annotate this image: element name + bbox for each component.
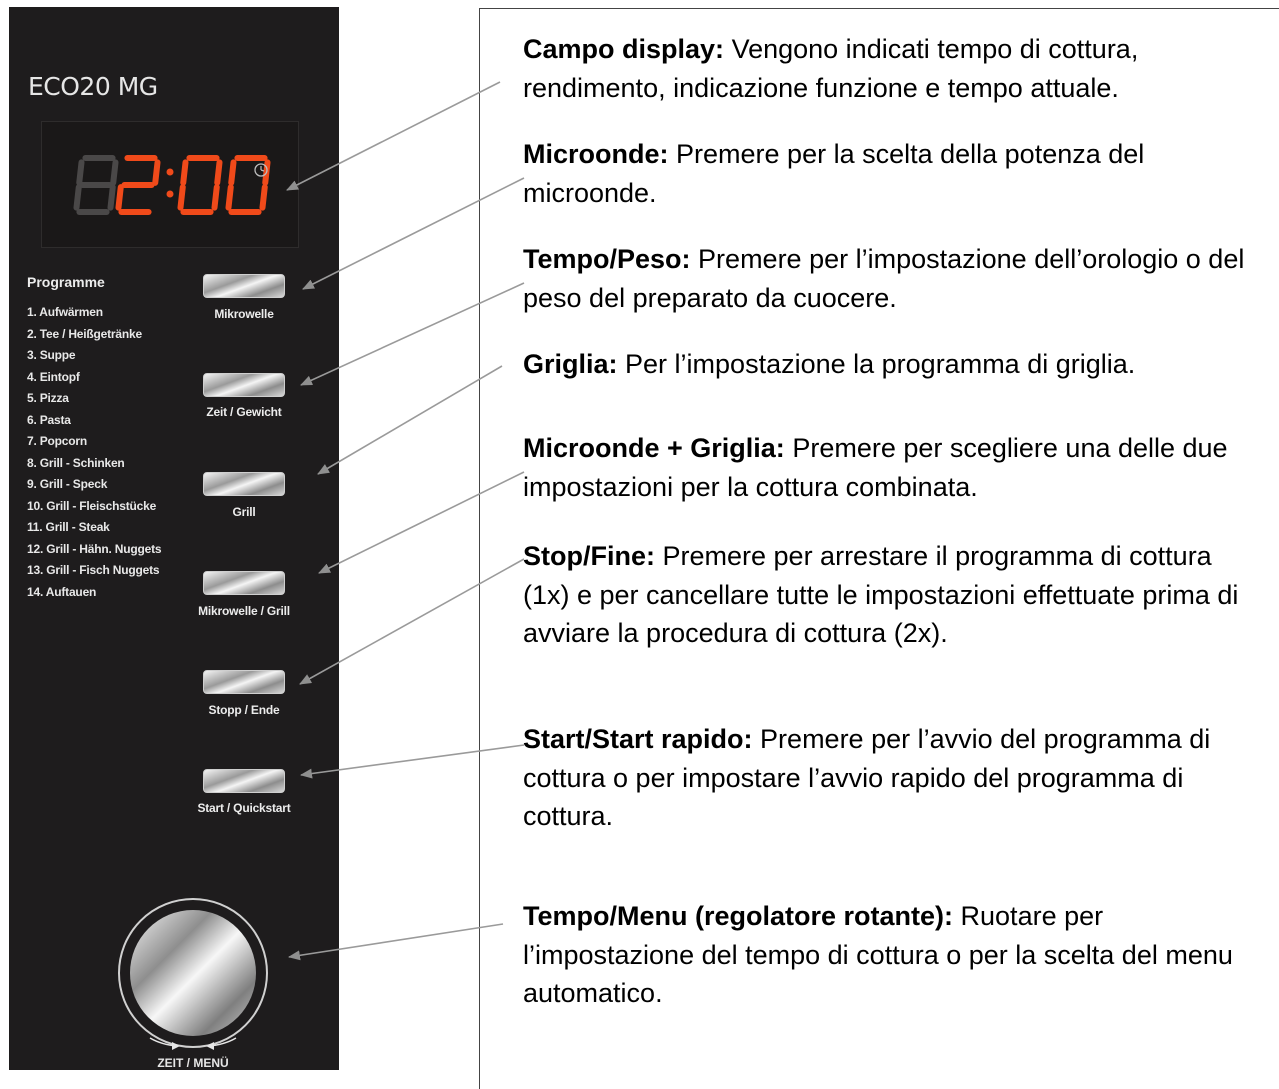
microwave-grill-button-label: Mikrowelle / Grill <box>198 604 290 618</box>
microwave-button-label: Mikrowelle <box>214 307 274 321</box>
programme-item: 9. Grill - Speck <box>27 477 108 491</box>
desc-text: Premere per scegliere una delle due impostazioni per la cottura combinata. <box>523 433 1228 502</box>
desc-title: Stop/Fine: <box>523 541 655 571</box>
leader-line-knob <box>289 924 503 957</box>
desc-text: Premere per l’avvio del programma di cottura o per impostare l’avvio rapido del programma di cottura. <box>523 724 1211 831</box>
leader-line-microwave <box>303 178 524 289</box>
programme-item: 10. Grill - Fleischstücke <box>27 498 157 513</box>
programme-title: Programme <box>27 274 105 290</box>
programme-item: 2. Tee / Heißgetränke <box>27 326 142 341</box>
programme-item: 3. Suppe <box>27 348 76 362</box>
brand-prefix: ECO20 <box>28 72 111 101</box>
programme-item: 8. Grill - Schinken <box>27 455 125 470</box>
leader-line-start <box>301 745 524 775</box>
programme-item: 4. Eintopf <box>27 369 80 384</box>
brand-model: MG <box>117 72 158 101</box>
knob-label: ZEIT / MENÜ <box>157 1056 229 1070</box>
desc-text: Ruotare per l’impostazione del tempo di cottura o per la scelta del menu automatico. <box>523 901 1233 1008</box>
leader-line-time-weight <box>301 283 524 385</box>
programme-item: 1. Aufwärmen <box>27 305 103 319</box>
desc-text: Premere per l’impostazione dell’orologio o del peso del preparato da cuocere. <box>523 244 1245 313</box>
programme-item: 7. Popcorn <box>27 434 88 448</box>
leader-line-grill <box>318 366 502 474</box>
desc-text: Vengono indicati tempo di cottura, rendimento, indicazione funzione e tempo attuale. <box>523 34 1139 103</box>
programme-item: 5. Pizza <box>27 391 69 405</box>
stop-end-button-label: Stopp / Ende <box>208 703 280 717</box>
leader-line-stop-end <box>300 559 524 684</box>
desc-text: Premere per arrestare il programma di cottura (1x) e per cancellare tutte le impostazioni effettuate prima di avviare la procedura di cottura (2x). <box>523 541 1239 648</box>
desc-title: Tempo/Peso: <box>523 244 691 274</box>
desc-text: Per l’impostazione la programma di griglia. <box>625 349 1136 379</box>
programme-item: 6. Pasta <box>27 412 71 427</box>
desc-title: Campo display: <box>523 34 725 64</box>
programme-item: 13. Grill - Fisch Nuggets <box>27 563 160 577</box>
desc-title: Tempo/Menu (regolatore rotante): <box>523 901 954 931</box>
desc-title: Microonde: <box>523 139 669 169</box>
time-weight-button-label: Zeit / Gewicht <box>206 405 282 419</box>
desc-title: Start/Start rapido: <box>523 724 753 754</box>
programme-item: 11. Grill - Steak <box>27 520 110 534</box>
desc-text: Premere per la scelta della potenza del microonde. <box>523 139 1145 208</box>
start-quickstart-button-label: Start / Quickstart <box>197 801 291 815</box>
desc-title: Microonde + Griglia: <box>523 433 785 463</box>
programme-item: 14. Auftauen <box>27 584 97 599</box>
grill-button-label: Grill <box>232 505 256 519</box>
desc-title: Griglia: <box>523 349 618 379</box>
leader-line-microwave-grill <box>319 472 524 573</box>
leader-line-display <box>287 82 500 190</box>
programme-item: 12. Grill - Hähn. Nuggets <box>27 541 162 556</box>
